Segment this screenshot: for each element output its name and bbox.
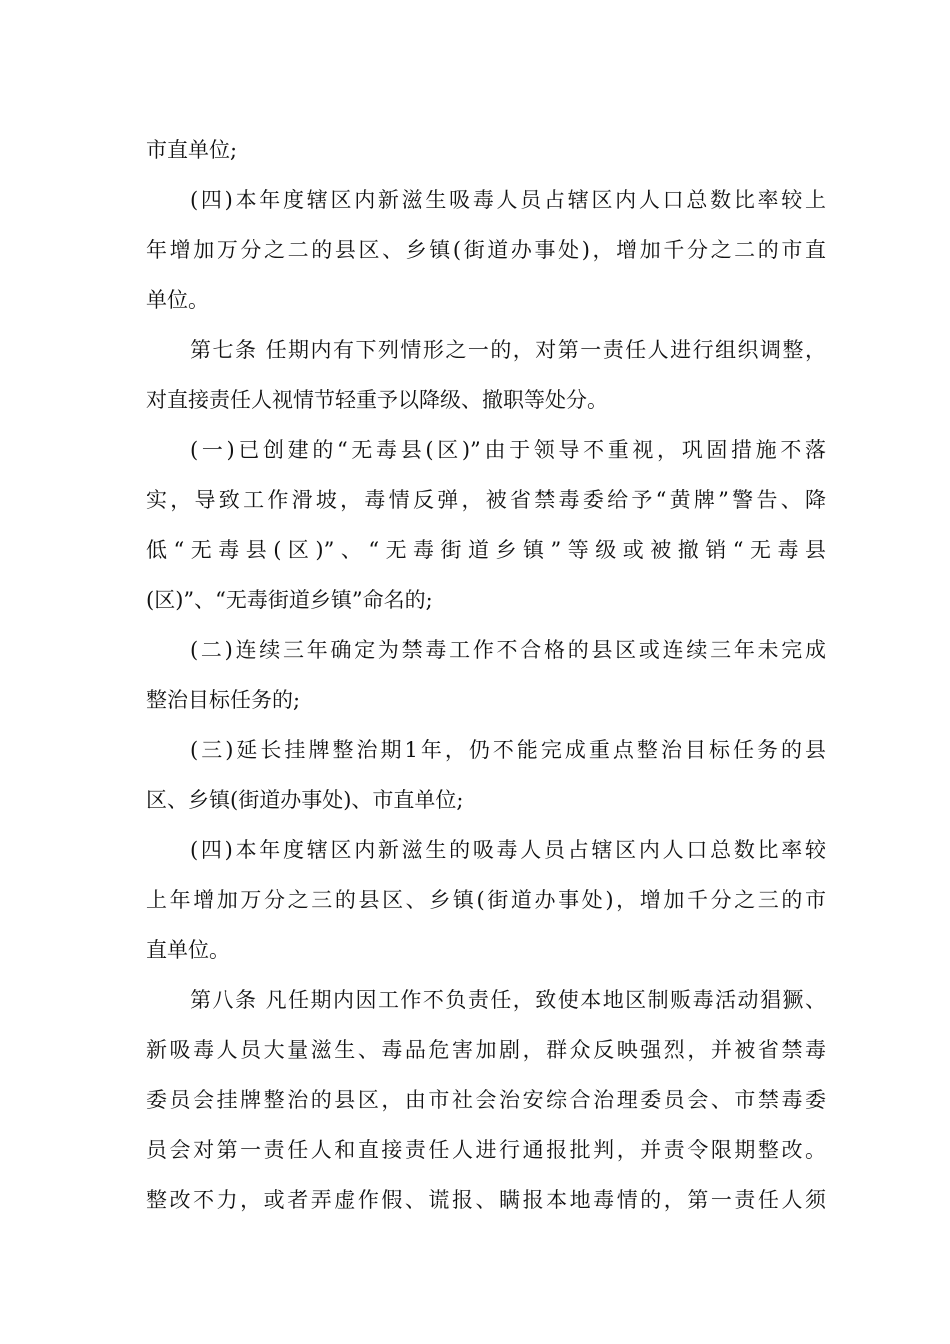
text-line: 员会对第一责任人和直接责任人进行通报批判，并责令限期整改。 xyxy=(146,1138,826,1162)
text-line: (四)本年度辖区内新滋生吸毒人员占辖区内人口总数比率较上 xyxy=(190,188,826,212)
text-line: 上年增加万分之三的县区、乡镇(街道办事处)，增加千分之三的市 xyxy=(146,888,826,912)
text-line: (区)”、“无毒街道乡镇”命名的; xyxy=(146,588,433,612)
text-line: (四)本年度辖区内新滋生的吸毒人员占辖区内人口总数比率较 xyxy=(190,838,826,862)
text-line: 区、乡镇(街道办事处)、市直单位; xyxy=(146,788,464,812)
text-line: (二)连续三年确定为禁毒工作不合格的县区或连续三年未完成 xyxy=(190,638,826,662)
text-line: 直单位。 xyxy=(146,938,230,962)
text-line: 实，导致工作滑坡，毒情反弹，被省禁毒委给予“黄牌”警告、降 xyxy=(146,488,826,512)
text-line: 市直单位; xyxy=(146,138,238,162)
text-line: 新吸毒人员大量滋生、毒品危害加剧，群众反映强烈，并被省禁毒 xyxy=(146,1038,826,1062)
text-line: 单位。 xyxy=(146,288,209,312)
text-line: 整治目标任务的; xyxy=(146,688,301,712)
text-line: 委员会挂牌整治的县区，由市社会治安综合治理委员会、市禁毒委 xyxy=(146,1088,826,1112)
text-line: 年增加万分之二的县区、乡镇(街道办事处)，增加千分之二的市直 xyxy=(146,238,826,262)
text-line: 第七条 任期内有下列情形之一的，对第一责任人进行组织调整， xyxy=(190,338,826,362)
text-line: 整改不力，或者弄虚作假、谎报、瞒报本地毒情的，第一责任人须 xyxy=(146,1188,826,1212)
text-line: (三)延长挂牌整治期1年，仍不能完成重点整治目标任务的县 xyxy=(190,738,826,762)
text-line: 第八条 凡任期内因工作不负责任，致使本地区制贩毒活动猖獗、 xyxy=(190,988,826,1012)
text-line: (一)已创建的“无毒县(区)”由于领导不重视，巩固措施不落 xyxy=(190,438,826,462)
text-line: 低“无毒县(区)”、“无毒街道乡镇”等级或被撤销“无毒县 xyxy=(146,538,826,562)
text-line: 对直接责任人视情节轻重予以降级、撤职等处分。 xyxy=(146,388,608,412)
